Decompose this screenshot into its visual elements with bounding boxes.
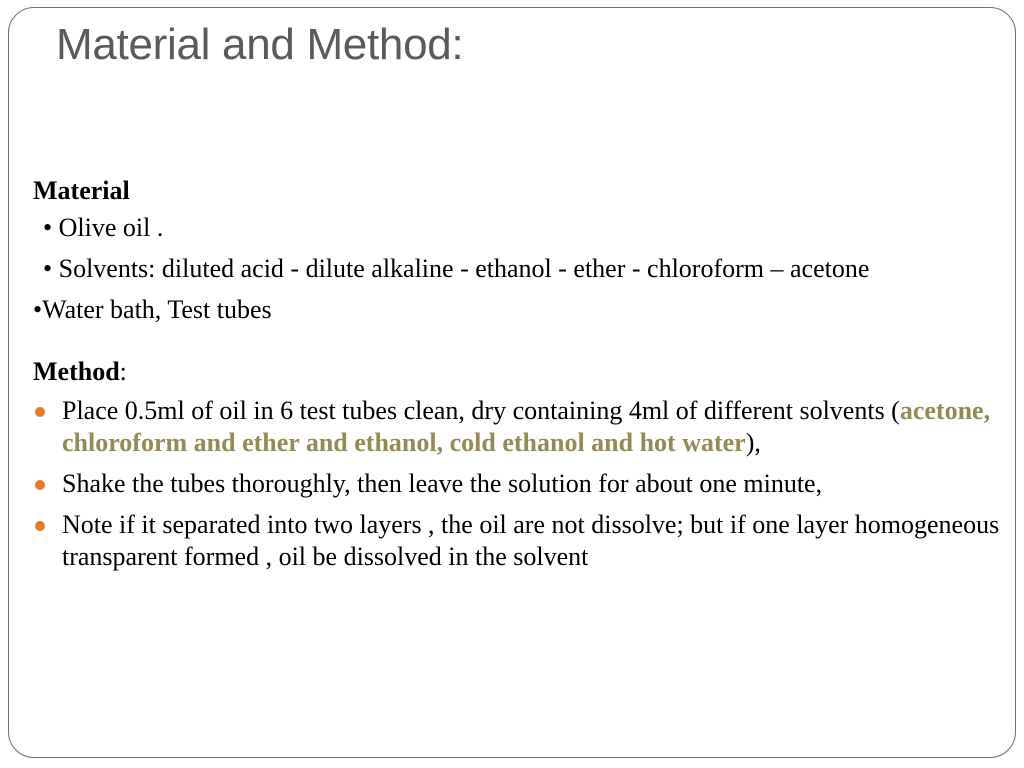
- material-heading: Material: [33, 176, 130, 205]
- material-item-label: Olive oil .: [58, 213, 164, 242]
- slide-frame: [8, 7, 1016, 758]
- method-step-place-oil: [33, 395, 1003, 459]
- method-step-text: Note if it separated into two layers , the oil are not dissolve; but if one layer homogeneous transparent formed , oil be dissolved in the solvent: [62, 510, 1000, 571]
- method-step-observe: [33, 509, 1003, 573]
- method-step-text: Shake the tubes thoroughly, then leave the solution for about one minute,: [62, 469, 823, 498]
- section-spacer: [33, 335, 1003, 355]
- method-heading-label: Method: [33, 357, 120, 386]
- orange-bullet-icon: [35, 521, 45, 531]
- material-item-solvents: [33, 253, 1003, 285]
- material-item-label: Solvents: diluted acid - dilute alkaline - ethanol - ether - chloroform – acetone: [58, 254, 870, 283]
- slide-title: Material and Method:: [56, 20, 464, 69]
- solvent-list-highlight: acetone, chloroform and ether and ethanol, cold ethanol and hot water: [62, 396, 991, 457]
- material-item-label: Water bath, Test tubes: [42, 295, 272, 324]
- method-step-text-end: ),: [745, 428, 761, 457]
- method-heading: [33, 355, 1003, 389]
- orange-bullet-icon: [35, 480, 45, 490]
- bullet-icon: •: [33, 295, 43, 324]
- orange-bullet-icon: [35, 407, 45, 417]
- material-item-olive-oil: [33, 212, 1003, 244]
- bullet-icon: •: [43, 254, 53, 283]
- bullet-icon: •: [43, 213, 53, 242]
- method-heading-colon: :: [119, 357, 127, 386]
- method-step-shake: [33, 468, 1003, 500]
- slide-body: [33, 174, 1003, 582]
- material-item-equipment: [33, 294, 1003, 326]
- method-step-text: Place 0.5ml of oil in 6 test tubes clean, dry containing 4ml of different solvents (: [62, 396, 900, 425]
